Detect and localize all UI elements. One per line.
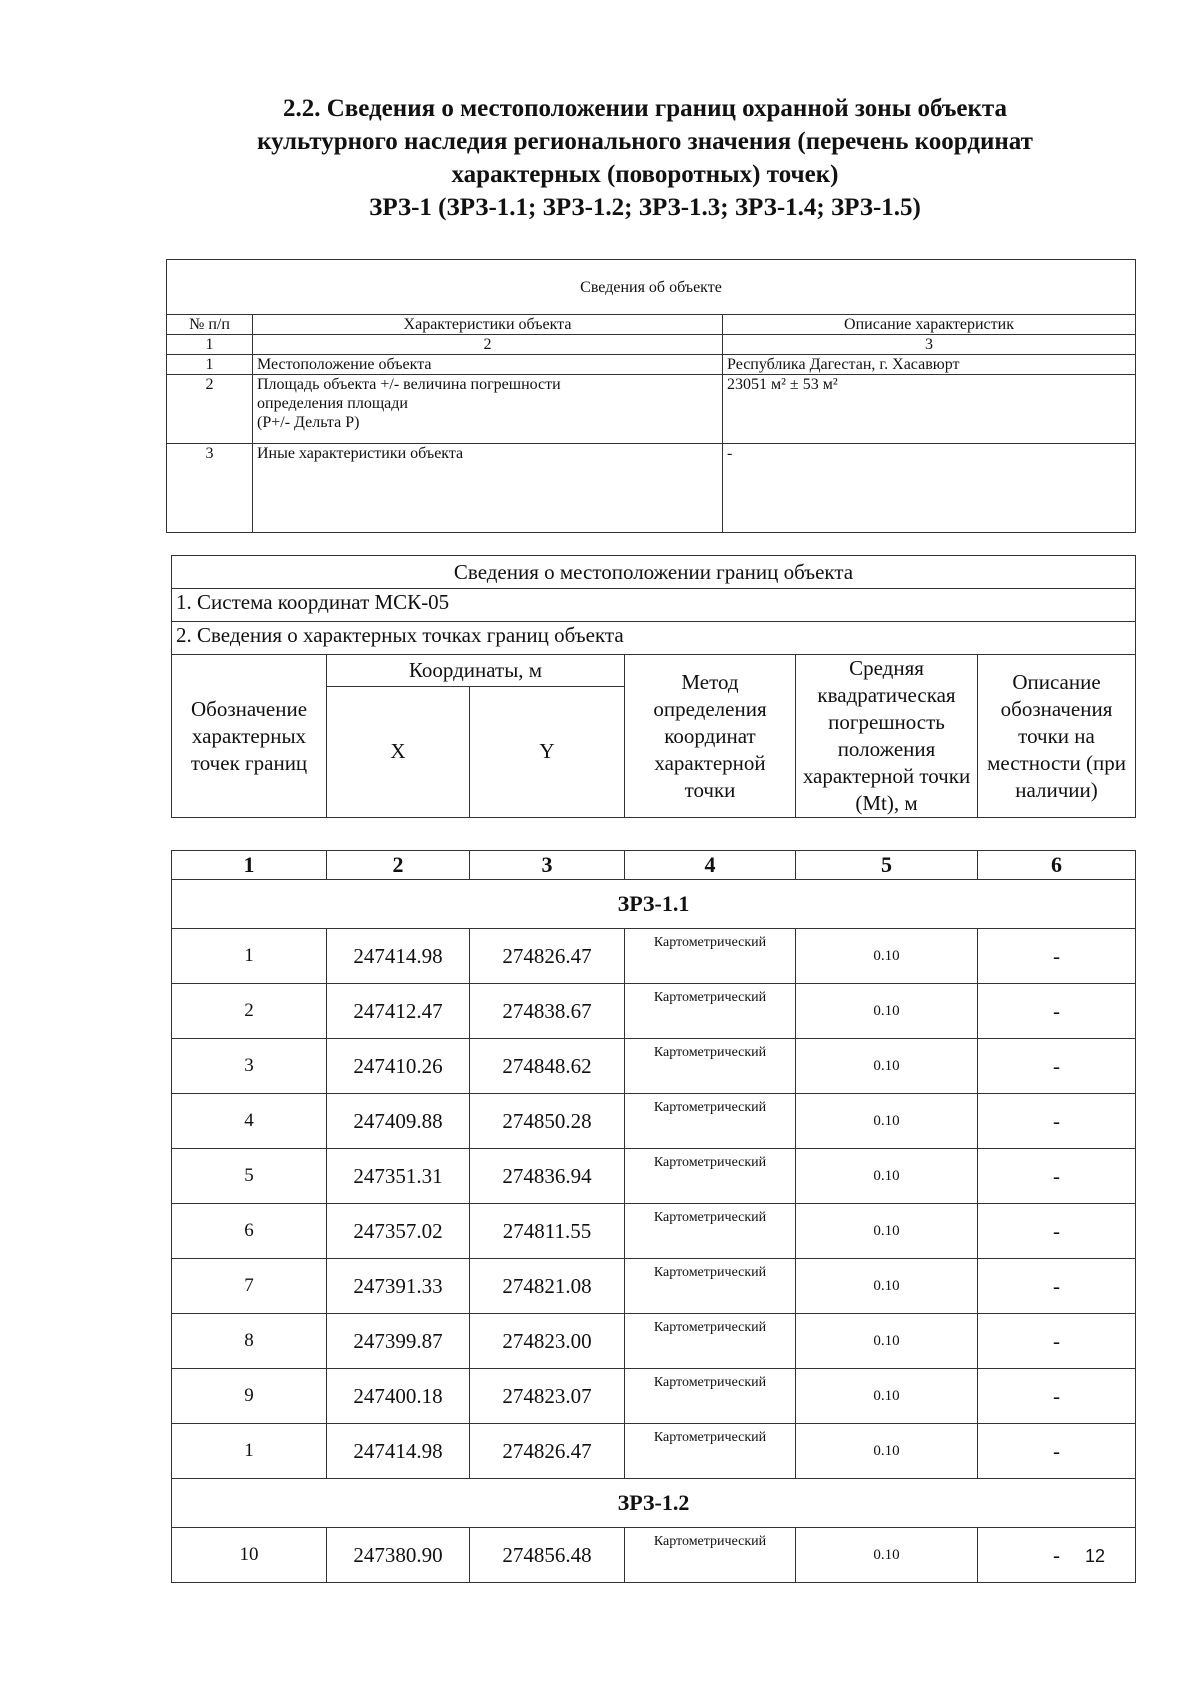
table-row (172, 1424, 1136, 1479)
section-row (172, 1479, 1136, 1528)
object-info-table (166, 259, 1136, 533)
column-numbers-row (172, 851, 1136, 880)
point-number: 3 (172, 1039, 327, 1094)
coord-x: 247391.33 (327, 1259, 470, 1314)
point-number: 2 (172, 984, 327, 1039)
coord-y: 274838.67 (470, 984, 625, 1039)
coord-y: 274850.28 (470, 1094, 625, 1149)
section-row (172, 880, 1136, 929)
column-number: 5 (796, 851, 978, 880)
column-number: 3 (470, 851, 625, 880)
method: Картометрический (625, 1094, 796, 1149)
row-number: 3 (167, 444, 253, 533)
point-description: - (978, 984, 1136, 1039)
column-number: 6 (978, 851, 1136, 880)
col-header-point-description: Описание обозначения точки на местности (при наличии) (978, 655, 1136, 818)
coord-y: 274848.62 (470, 1039, 625, 1094)
point-number: 6 (172, 1204, 327, 1259)
mean-error: 0.10 (796, 1314, 978, 1369)
page-number: 12 (1085, 1546, 1106, 1566)
mean-error: 0.10 (796, 1149, 978, 1204)
point-number: 9 (172, 1369, 327, 1424)
coord-y: 274826.47 (470, 929, 625, 984)
coord-y: 274821.08 (470, 1259, 625, 1314)
column-number: 2 (327, 851, 470, 880)
col-number: 2 (253, 335, 723, 355)
coord-x: 247409.88 (327, 1094, 470, 1149)
point-number: 1 (172, 929, 327, 984)
title-line: 2.2. Сведения о местоположении границ охранной зоны объекта (282, 95, 1008, 122)
mean-error: 0.10 (796, 1369, 978, 1424)
mean-error: 0.10 (796, 1528, 978, 1583)
point-number: 7 (172, 1259, 327, 1314)
mean-error: 0.10 (796, 929, 978, 984)
mean-error: 0.10 (796, 1039, 978, 1094)
description-area: 23051 м² ± 53 м² (723, 375, 1136, 444)
title-line: культурного наследия регионального значения (перечень координат (257, 128, 1033, 155)
point-description: - (978, 1528, 1136, 1583)
section-title: ЗРЗ-1.1 (172, 880, 1136, 929)
coord-x: 247400.18 (327, 1369, 470, 1424)
method: Картометрический (625, 1314, 796, 1369)
description-other: - (723, 444, 1136, 533)
method: Картометрический (625, 1039, 796, 1094)
title-line: ЗРЗ-1 (ЗРЗ-1.1; ЗРЗ-1.2; ЗРЗ-1.3; ЗРЗ-1.4; ЗРЗ-1.5) (369, 194, 921, 221)
point-description: - (978, 1204, 1136, 1259)
coord-x: 247410.26 (327, 1039, 470, 1094)
method: Картометрический (625, 1369, 796, 1424)
points-info-title: 2. Сведения о характерных точках границ объекта (172, 622, 1136, 655)
coord-x: 247351.31 (327, 1149, 470, 1204)
table-row (172, 1259, 1136, 1314)
mean-error: 0.10 (796, 1094, 978, 1149)
point-number: 1 (172, 1424, 327, 1479)
point-number: 10 (172, 1528, 327, 1583)
object-info-header: Сведения об объекте (167, 260, 1136, 315)
characteristic-area-line: (Р+/- Дельта Р) (257, 414, 360, 431)
boundary-info-header: Сведения о местоположении границ объекта (172, 556, 1136, 589)
section-title: ЗРЗ-1.2 (172, 1479, 1136, 1528)
col-header-coordinates: Координаты, м (327, 655, 625, 687)
characteristic-area-line: определения площади (257, 395, 408, 412)
point-description: - (978, 1259, 1136, 1314)
points-table (171, 850, 1136, 1583)
title-line: характерных (поворотных) точек) (451, 161, 839, 188)
coord-x: 247412.47 (327, 984, 470, 1039)
method: Картометрический (625, 1424, 796, 1479)
method: Картометрический (625, 1149, 796, 1204)
table-row (172, 1039, 1136, 1094)
mean-error: 0.10 (796, 1259, 978, 1314)
mean-error: 0.10 (796, 984, 978, 1039)
col-number: 3 (723, 335, 1136, 355)
characteristic-area-line: Площадь объекта +/- величина погрешности (257, 376, 561, 393)
table-row (172, 929, 1136, 984)
method: Картометрический (625, 1204, 796, 1259)
point-number: 4 (172, 1094, 327, 1149)
table-row (172, 1369, 1136, 1424)
method: Картометрический (625, 1259, 796, 1314)
coord-x: 247399.87 (327, 1314, 470, 1369)
table-row (172, 1094, 1136, 1149)
point-number: 5 (172, 1149, 327, 1204)
point-description: - (978, 1369, 1136, 1424)
coord-x: 247357.02 (327, 1204, 470, 1259)
coord-y: 274856.48 (470, 1528, 625, 1583)
table-row (172, 1149, 1136, 1204)
point-description: - (978, 1039, 1136, 1094)
col-header-characteristics: Характеристики объекта (253, 315, 723, 335)
coord-y: 274826.47 (470, 1424, 625, 1479)
coordinate-system: 1. Система координат МСК-05 (172, 589, 1136, 622)
mean-error: 0.10 (796, 1204, 978, 1259)
column-number: 4 (625, 851, 796, 880)
description-location: Республика Дагестан, г. Хасавюрт (723, 355, 1136, 375)
point-number: 8 (172, 1314, 327, 1369)
col-number: 1 (167, 335, 253, 355)
coord-x: 247414.98 (327, 1424, 470, 1479)
table-row (172, 984, 1136, 1039)
col-header-y: Y (470, 686, 625, 817)
method: Картометрический (625, 984, 796, 1039)
col-header-method: Метод определения координат характерной точки (625, 655, 796, 818)
col-header-error: Средняя квадратическая погрешность положения характерной точки (Mt), м (796, 655, 978, 818)
characteristic-location: Местоположение объекта (253, 355, 723, 375)
method: Картометрический (625, 929, 796, 984)
characteristic-other: Иные характеристики объекта (253, 444, 723, 533)
point-description: - (978, 1094, 1136, 1149)
method: Картометрический (625, 1528, 796, 1583)
table-row (172, 1314, 1136, 1369)
coord-y: 274823.07 (470, 1369, 625, 1424)
col-header-x: X (327, 686, 470, 817)
coord-x: 247414.98 (327, 929, 470, 984)
col-header-description: Описание характеристик (723, 315, 1136, 335)
table-row (172, 1528, 1136, 1583)
point-description: - (978, 929, 1136, 984)
coord-x: 247380.90 (327, 1528, 470, 1583)
table-row (172, 1204, 1136, 1259)
point-description: - (978, 1149, 1136, 1204)
point-description: - (978, 1314, 1136, 1369)
col-header-num: № п/п (167, 315, 253, 335)
row-number: 1 (167, 355, 253, 375)
col-header-designation: Обозначение характерных точек границ (172, 655, 327, 818)
coord-y: 274811.55 (470, 1204, 625, 1259)
column-number: 1 (172, 851, 327, 880)
row-number: 2 (167, 375, 253, 444)
coord-y: 274836.94 (470, 1149, 625, 1204)
characteristic-area (253, 375, 723, 444)
point-description: - (978, 1424, 1136, 1479)
coord-y: 274823.00 (470, 1314, 625, 1369)
mean-error: 0.10 (796, 1424, 978, 1479)
document-title (150, 92, 1140, 224)
boundary-info-table (171, 555, 1136, 818)
